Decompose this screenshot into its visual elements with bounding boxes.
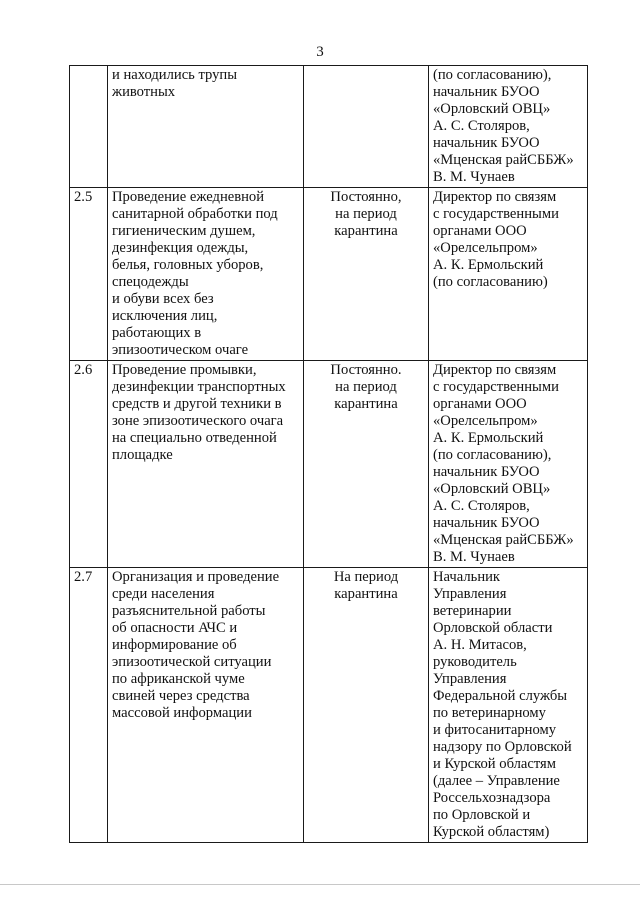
table-row xyxy=(70,66,588,188)
term-line: карантина xyxy=(334,586,398,602)
responsible-line: руководитель xyxy=(433,654,517,670)
description-line: по африканской чуме xyxy=(112,671,245,687)
term-line: Постоянно. xyxy=(330,362,402,378)
description-line: Организация и проведение xyxy=(112,569,280,585)
description-line: массовой информации xyxy=(112,705,252,721)
responsible-cell xyxy=(429,568,588,843)
description-line: эпизоотической ситуации xyxy=(112,654,272,670)
responsible-line: начальник БУОО xyxy=(433,464,540,480)
responsible-line: с государственными xyxy=(433,206,559,222)
measures-table xyxy=(69,65,588,843)
responsible-line: А. К. Ермольский xyxy=(433,257,544,273)
row-number-cell: 2.7 xyxy=(70,568,108,843)
bottom-rule xyxy=(0,884,640,885)
description-line: белья, головных уборов, xyxy=(112,257,264,273)
responsible-line: начальник БУОО xyxy=(433,515,540,531)
responsible-line: А. К. Ермольский xyxy=(433,430,544,446)
term-cell xyxy=(304,568,429,843)
description-line: дезинфекции транспортных xyxy=(112,379,286,395)
term-line: Постоянно, xyxy=(330,189,402,205)
description-line: и обуви всех без xyxy=(112,291,214,307)
description-line: гигиеническим душем, xyxy=(112,223,256,239)
responsible-line: «Орелсельпром» xyxy=(433,413,538,429)
description-line: эпизоотическом очаге xyxy=(112,342,249,358)
description-line: животных xyxy=(112,84,176,100)
responsible-line: «Орловский ОВЦ» xyxy=(433,101,551,117)
responsible-line: А. Н. Митасов, xyxy=(433,637,527,653)
description-line: Проведение промывки, xyxy=(112,362,257,378)
description-line: санитарной обработки под xyxy=(112,206,278,222)
responsible-line: Начальник xyxy=(433,569,501,585)
responsible-line: Управления xyxy=(433,586,507,602)
description-line: свиней через средства xyxy=(112,688,250,704)
term-line: на период xyxy=(335,379,397,395)
responsible-line: Федеральной службы xyxy=(433,688,568,704)
description-line: и находились трупы xyxy=(112,67,238,83)
responsible-line: «Орелсельпром» xyxy=(433,240,538,256)
row-number-cell: 2.6 xyxy=(70,361,108,568)
responsible-line: Управления xyxy=(433,671,507,687)
responsible-line: (далее – Управление xyxy=(433,773,560,789)
description-line: информирование об xyxy=(112,637,237,653)
row-number-cell: 2.5 xyxy=(70,188,108,361)
description-line: об опасности АЧС и xyxy=(112,620,238,636)
responsible-line: (по согласованию), xyxy=(433,67,552,83)
responsible-line: (по согласованию) xyxy=(433,274,548,290)
description-line: средств и другой техники в xyxy=(112,396,282,412)
responsible-line: органами ООО xyxy=(433,223,527,239)
responsible-cell xyxy=(429,188,588,361)
responsible-line: по Орловской и xyxy=(433,807,531,823)
responsible-line: надзору по Орловской xyxy=(433,739,572,755)
row-number-cell xyxy=(70,66,108,188)
description-line: Проведение ежедневной xyxy=(112,189,265,205)
term-cell xyxy=(304,66,429,188)
description-line: зоне эпизоотического очага xyxy=(112,413,284,429)
term-line: карантина xyxy=(334,396,398,412)
description-line: среди населения xyxy=(112,586,215,602)
responsible-line: и Курской областям xyxy=(433,756,556,772)
responsible-line: (по согласованию), xyxy=(433,447,552,463)
description-cell xyxy=(108,188,304,361)
description-cell xyxy=(108,361,304,568)
description-line: на специально отведенной xyxy=(112,430,277,446)
description-line: работающих в xyxy=(112,325,202,341)
description-line: площадке xyxy=(112,447,173,463)
page-number: 3 xyxy=(316,44,324,60)
responsible-line: Директор по связям xyxy=(433,189,557,205)
responsible-line: Директор по связям xyxy=(433,362,557,378)
description-cell xyxy=(108,568,304,843)
table-row xyxy=(70,568,588,843)
responsible-line: ветеринарии xyxy=(433,603,512,619)
responsible-line: «Мценская райСББЖ» xyxy=(433,152,574,168)
description-cell xyxy=(108,66,304,188)
responsible-line: «Мценская райСББЖ» xyxy=(433,532,574,548)
description-line: исключения лиц, xyxy=(112,308,218,324)
description-line: дезинфекция одежды, xyxy=(112,240,249,256)
table-row xyxy=(70,361,588,568)
responsible-line: с государственными xyxy=(433,379,559,395)
table-body xyxy=(70,66,588,843)
responsible-line: А. С. Столяров, xyxy=(433,498,530,514)
term-cell xyxy=(304,188,429,361)
responsible-line: Россельхознадзора xyxy=(433,790,551,806)
responsible-line: В. М. Чунаев xyxy=(433,549,515,565)
responsible-line: начальник БУОО xyxy=(433,84,540,100)
responsible-line: Курской областям) xyxy=(433,824,550,840)
term-cell xyxy=(304,361,429,568)
term-line: на период xyxy=(335,206,397,222)
responsible-line: В. М. Чунаев xyxy=(433,169,515,185)
responsible-line: и фитосанитарному xyxy=(433,722,557,738)
table-row xyxy=(70,188,588,361)
responsible-line: «Орловский ОВЦ» xyxy=(433,481,551,497)
term-line: На период xyxy=(333,569,399,585)
responsible-line: по ветеринарному xyxy=(433,705,546,721)
responsible-line: органами ООО xyxy=(433,396,527,412)
description-line: спецодежды xyxy=(112,274,189,290)
responsible-line: начальник БУОО xyxy=(433,135,540,151)
term-line: карантина xyxy=(334,223,398,239)
responsible-line: А. С. Столяров, xyxy=(433,118,530,134)
responsible-line: Орловской области xyxy=(433,620,553,636)
responsible-cell xyxy=(429,361,588,568)
description-line: разъяснительной работы xyxy=(112,603,266,619)
responsible-cell xyxy=(429,66,588,188)
